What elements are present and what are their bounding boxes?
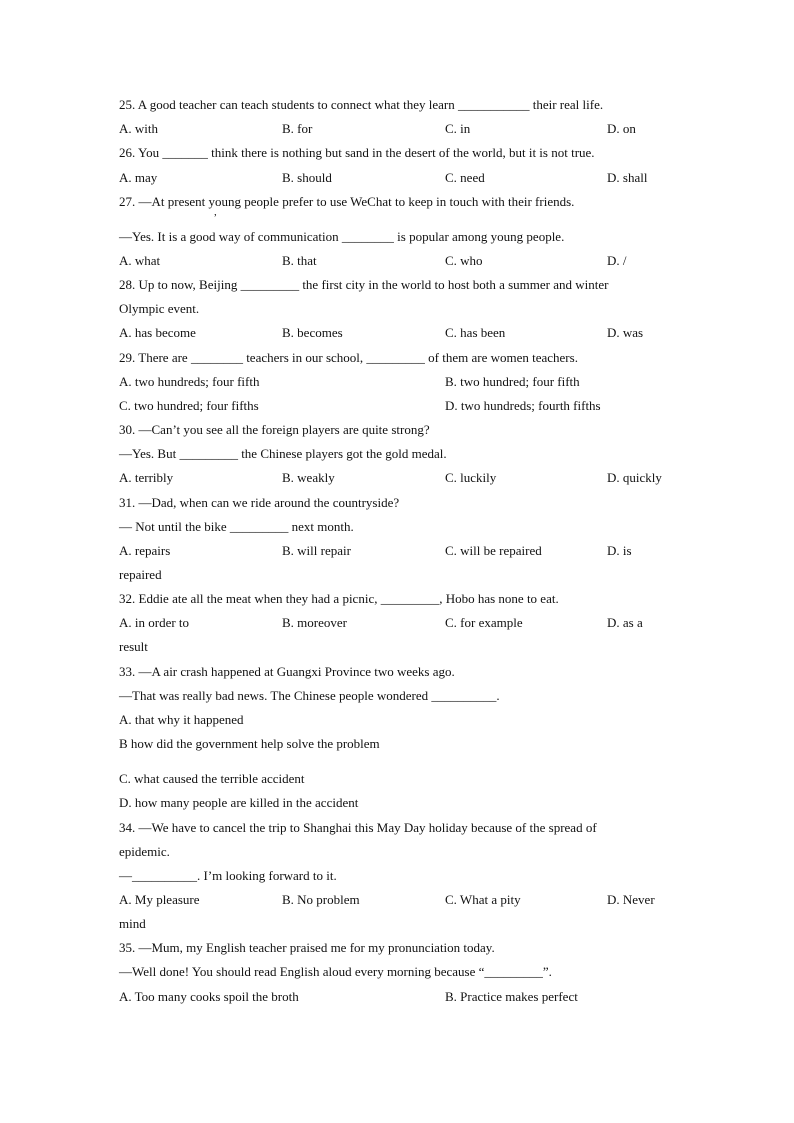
question-26-option-c: C. need [445, 170, 485, 185]
question-25-option-b: B. for [282, 121, 313, 136]
question-35-option-a: A. Too many cooks spoil the broth [119, 989, 299, 1004]
question-27-option-d: D. / [607, 253, 627, 268]
question-30-option-c: C. luckily [445, 470, 497, 485]
question-30-reply: —Yes. But _________ the Chinese players got the gold medal. [119, 446, 447, 461]
question-27-reply: —Yes. It is a good way of communication ________ is popular among young people. [119, 229, 565, 244]
question-33-reply: —That was really bad news. The Chinese people wondered __________. [119, 688, 500, 703]
question-32-option-a: A. in order to [119, 615, 190, 630]
question-29-option-b: B. two hundred; four fifth [445, 374, 580, 389]
question-25-option-d: D. on [607, 121, 636, 136]
question-27-comma-mark: , [214, 206, 217, 218]
question-35-option-b: B. Practice makes perfect [445, 989, 578, 1004]
question-34-option-d-continued: mind [119, 916, 146, 931]
question-32-option-b: B. moreover [282, 615, 347, 630]
question-32-stem: 32. Eddie ate all the meat when they had a picnic, _________, Hobo has none to eat. [119, 591, 559, 606]
question-34-reply: —__________. I’m looking forward to it. [119, 868, 337, 883]
question-32-option-d-continued: result [119, 639, 148, 654]
question-31-option-b: B. will repair [282, 543, 351, 558]
question-31-option-c: C. will be repaired [445, 543, 542, 558]
question-27-option-a: A. what [119, 253, 161, 268]
question-31-option-a: A. repairs [119, 543, 171, 558]
question-28-stem: 28. Up to now, Beijing _________ the first city in the world to host both a summer and winter [119, 277, 609, 292]
question-33-option-d: D. how many people are killed in the accident [119, 795, 359, 810]
question-30-option-d: D. quickly [607, 470, 662, 485]
question-34-option-c: C. What a pity [445, 892, 521, 907]
question-28-option-c: C. has been [445, 325, 506, 340]
question-31-reply: — Not until the bike _________ next month. [119, 519, 354, 534]
question-29-option-d: D. two hundreds; fourth fifths [445, 398, 601, 413]
question-35-reply: —Well done! You should read English aloud every morning because “_________”. [119, 964, 552, 979]
question-26-option-b: B. should [282, 170, 332, 185]
question-33-option-b: B how did the government help solve the problem [119, 736, 380, 751]
question-32-option-d: D. as a [607, 615, 643, 630]
question-27-stem: 27. —At present young people prefer to use WeChat to keep in touch with their friends. [119, 194, 575, 209]
question-30-stem: 30. —Can’t you see all the foreign players are quite strong? [119, 422, 430, 437]
question-35-stem: 35. —Mum, my English teacher praised me for my pronunciation today. [119, 940, 495, 955]
question-28-stem-continued: Olympic event. [119, 301, 200, 316]
question-26-option-d: D. shall [607, 170, 648, 185]
question-34-option-b: B. No problem [282, 892, 360, 907]
question-28-option-a: A. has become [119, 325, 196, 340]
question-32-option-c: C. for example [445, 615, 523, 630]
question-33-stem: 33. —A air crash happened at Guangxi Province two weeks ago. [119, 664, 455, 679]
question-31-option-d-continued: repaired [119, 567, 162, 582]
question-25-option-a: A. with [119, 121, 158, 136]
question-31-option-d: D. is [607, 543, 632, 558]
question-25-option-c: C. in [445, 121, 471, 136]
question-29-option-a: A. two hundreds; four fifth [119, 374, 260, 389]
question-29-stem: 29. There are ________ teachers in our school, _________ of them are women teachers. [119, 350, 578, 365]
question-34-stem-continued: epidemic. [119, 844, 170, 859]
question-34-stem: 34. —We have to cancel the trip to Shanghai this May Day holiday because of the spread of [119, 820, 597, 835]
question-34-option-a: A. My pleasure [119, 892, 200, 907]
question-30-option-a: A. terribly [119, 470, 174, 485]
question-26-stem: 26. You _______ think there is nothing but sand in the desert of the world, but it is not true. [119, 145, 595, 160]
question-28-option-d: D. was [607, 325, 644, 340]
question-29-option-c: C. two hundred; four fifths [119, 398, 259, 413]
question-33-option-a: A. that why it happened [119, 712, 244, 727]
question-25-stem: 25. A good teacher can teach students to connect what they learn ___________ their real life. [119, 97, 604, 112]
question-31-stem: 31. —Dad, when can we ride around the countryside? [119, 495, 400, 510]
question-28-option-b: B. becomes [282, 325, 343, 340]
question-27-option-b: B. that [282, 253, 317, 268]
question-33-option-c: C. what caused the terrible accident [119, 771, 305, 786]
question-30-option-b: B. weakly [282, 470, 335, 485]
question-27-option-c: C. who [445, 253, 483, 268]
question-26-option-a: A. may [119, 170, 158, 185]
question-34-option-d: D. Never [607, 892, 655, 907]
